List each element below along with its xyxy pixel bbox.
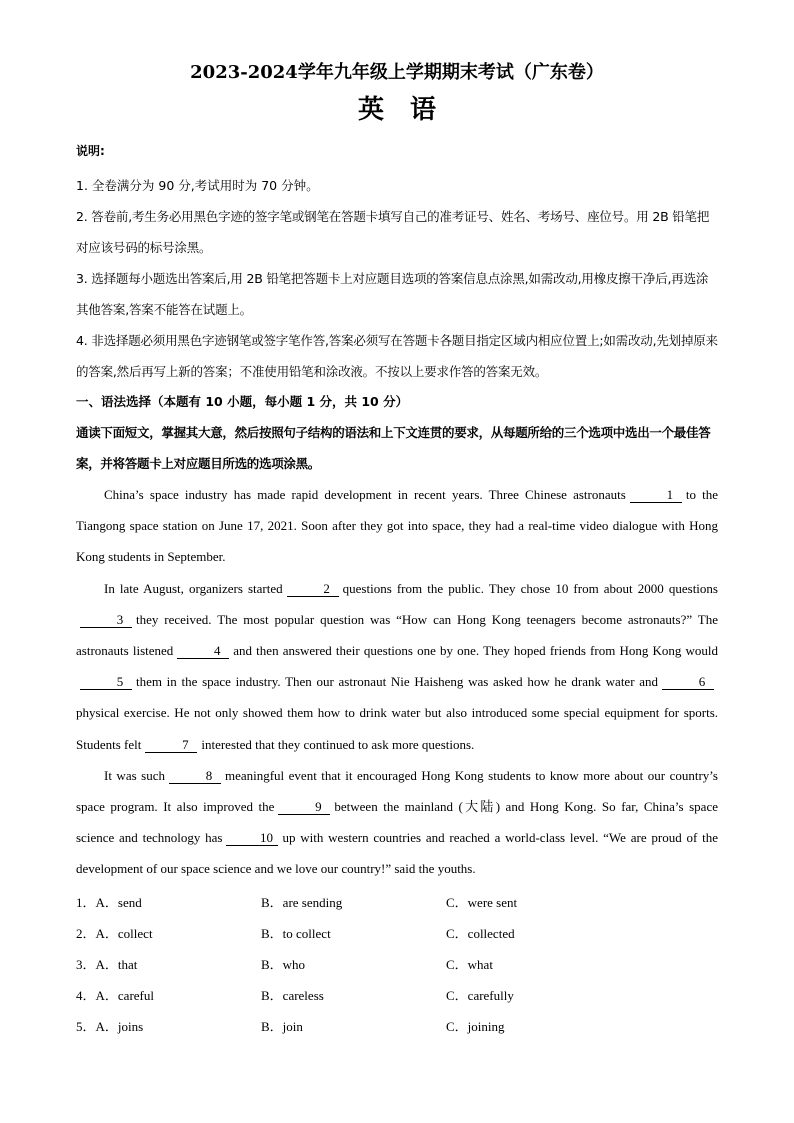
passage-text: questions from the public. They chose 10 from about 2000 questions [342,580,718,596]
section-directions: 通读下面短文，掌握其大意，然后按照句子结构的语法和上下文连贯的要求，从每题所给的三个选项中选出一个最佳答案，并将答题卡上对应题目所选的选项涂黑。 [76,425,711,471]
option-b: B．join [261,1018,303,1034]
blank-2: 2 [287,582,339,597]
passage-text: between the mainland (大陆) and Hong Kong. So far, China’s space science and technology has [76,799,718,846]
blank-9: 9 [278,800,330,815]
section-heading: 一、语法选择（本题有 10 小题，每小题 1 分，共 10 分） [76,394,409,409]
option-row-3 [76,949,718,980]
option-a [76,980,261,1011]
option-a-text: A．that [95,956,138,972]
passage-text: It was such [104,767,165,783]
passage-text: In late August, organizers started [104,580,283,596]
exam-page [76,60,718,1042]
blank-3: 3 [80,613,132,628]
blank-10: 10 [226,831,278,846]
option-a [76,918,261,949]
option-row-4 [76,980,718,1011]
passage-text: they received. The most popular question was “How can Hong Kong teenagers become astronauts?” The astronauts listened [76,611,718,659]
option-c: C．collected [446,925,515,941]
passage-paragraph-2 [76,573,718,760]
option-c: C．carefully [446,987,514,1003]
option-a [76,949,261,980]
blank-8: 8 [169,769,221,784]
instruction-note-3: 3. 选择题每小题选出答案后,用 2B 铅笔把答题卡上对应题目选项的答案信息点涂黑,如需改动,用橡皮擦干净后,再选涂其他答案,答案不能答在试题上。 [76,271,709,317]
option-row-2 [76,918,718,949]
option-number: 5． [76,1018,96,1034]
option-a-text: A．joins [95,1018,144,1034]
instruction-note-1: 1. 全卷满分为 90 分,考试用时为 70 分钟。 [76,178,319,193]
options-list [76,887,718,1042]
blank-1: 1 [630,488,682,503]
option-row-5 [76,1011,718,1042]
option-a-text: A．careful [95,987,154,1003]
passage-text: China’s space industry has made rapid development in recent years. Three Chinese astronauts [104,487,626,502]
option-number: 2． [76,925,96,941]
passage-text: interested that they continued to ask more questions. [201,736,475,752]
blank-4: 4 [177,644,229,659]
passage-paragraph-3 [76,760,718,885]
instruction-note-2: 2. 答卷前,考生务必用黑色字迹的签字笔或钢笔在答题卡填写自己的准考证号、姓名、考场号、座位号。用 2B 铅笔把对应该号码的标号涂黑。 [76,209,710,255]
passage-text: up with western countries and reached a world-class level. “We are proud of the development of our space science and we love our country!” said the youths. [76,830,718,877]
option-b: B．to collect [261,925,331,941]
option-number: 1． [76,894,96,910]
passage-paragraph-1 [76,479,718,573]
option-a [76,1011,261,1042]
passage-text: and then answered their questions one by one. They hoped friends from Hong Kong would [233,643,718,659]
subject-title: 英语 [357,95,462,125]
option-b: B．careless [261,987,324,1003]
option-row-1 [76,887,718,918]
passage-text: meaningful event that it encouraged Hong Kong students to know more about our country’s space program. It also improved the [76,767,718,815]
instruction-note-4: 4. 非选择题必须用黑色字迹钢笔或签字笔作答,答案必须写在答题卡各题目指定区域内相应位置上;如需改动,先划掉原来的答案,然后再写上新的答案；不准使用铅笔和涂改液。不按以上要求作答的答案无效。 [76,333,718,379]
option-c: C．what [446,956,493,972]
passage-text: them in the space industry. Then our astronaut Nie Haisheng was asked how he drank water and [136,674,658,690]
option-c: C．were sent [446,894,518,910]
exam-title: 2023-2024学年九年级上学期期末考试（广东卷） [190,62,604,83]
option-number: 3． [76,956,96,972]
option-b: B．are sending [261,894,343,910]
passage-text: to the Tiangong space station on June 17, 2021. Soon after they got into space, they had a real-time video dialogue with Hong Kong students in September. [76,487,718,565]
blank-7: 7 [145,738,197,753]
blank-5: 5 [80,675,132,690]
blank-6: 6 [662,675,714,690]
option-a [76,887,261,918]
option-c: C．joining [446,1018,505,1034]
option-a-text: A．collect [95,925,153,941]
instructions-label: 说明: [76,144,105,158]
option-a-text: A．send [95,894,142,910]
option-number: 4． [76,987,96,1003]
passage-text: physical exercise. He not only showed them how to drink water but also introduced some special equipment for sports. Students felt [76,705,718,752]
option-b: B．who [261,956,306,972]
